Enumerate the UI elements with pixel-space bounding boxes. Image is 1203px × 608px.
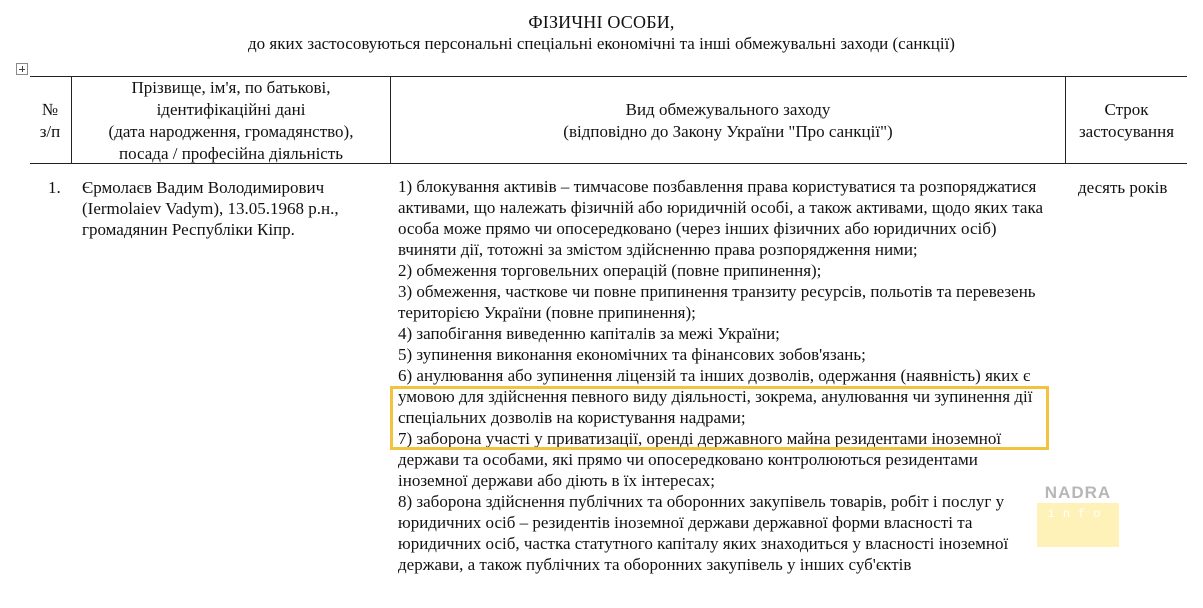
measure-item-7: 7) заборона участі у приватизації, оренді державного майна резидентами іноземної держави та особами, які прямо чи опосередковано контролюються резидентами іноземної держави або діють в їх інтересах; bbox=[398, 429, 1002, 490]
document-subtitle: до яких застосовуються персональні спеціальні економічні та інші обмежувальні заходи (санкції) bbox=[248, 34, 955, 53]
measure-item-5: 5) зупинення виконання економічних та фінансових зобов'язань; bbox=[398, 345, 866, 364]
person-details bbox=[82, 177, 382, 240]
column-header-number-line1: № bbox=[41, 100, 59, 119]
page-bottom-fade bbox=[0, 600, 1203, 608]
nadra-info-watermark bbox=[1037, 481, 1119, 547]
measure-item-8: 8) заборона здійснення публічних та оборонних закупівель товарів, робіт і послуг у юридичних осіб – резидентів іноземної держави державної форми власності та юридичних осіб, частка статутного капіталу яких знаходиться у власності іноземної держави, а також публічних та оборонних закупівель у інших суб'єктів bbox=[398, 492, 1009, 574]
person-name: Єрмолаєв Вадим Володимирович bbox=[82, 178, 325, 197]
measure-item-2: 2) обмеження торговельних операцій (повне припинення); bbox=[398, 261, 822, 280]
column-header-person-line2: ідентифікаційні дані bbox=[156, 100, 306, 119]
column-header-measure bbox=[392, 99, 1064, 143]
measure-item-4: 4) запобігання виведенню капіталів за межі України; bbox=[398, 324, 780, 343]
row-number: 1. bbox=[48, 178, 61, 197]
measure-item-1: 1) блокування активів – тимчасове позбавлення права користуватися та розпоряджатися активами, що належать фізичній або юридичній особі, а також активами, щодо яких така особа може прямо чи опосередковано (через інших фізичних або юридичних осіб) вчиняти дії, тотожні за змістом здійсненню права розпорядження ними; bbox=[398, 177, 1043, 259]
column-header-term-line2: застосування bbox=[1078, 122, 1175, 141]
column-header-term-line1: Строк bbox=[1104, 100, 1149, 119]
measure-list bbox=[398, 176, 1046, 575]
column-header-measure-line1: Вид обмежувального заходу bbox=[625, 100, 831, 119]
document-title: ФІЗИЧНІ ОСОБИ, bbox=[528, 12, 675, 32]
column-header-person-line4: посада / професійна діяльність bbox=[118, 144, 344, 163]
measure-item-3: 3) обмеження, часткове чи повне припинення транзиту ресурсів, польотів та перевезень територією України (повне припинення); bbox=[398, 282, 1036, 322]
watermark-title: NADRA bbox=[1044, 483, 1112, 502]
highlighted-measure-frame bbox=[390, 386, 1049, 450]
term-value: десять років bbox=[1078, 178, 1168, 197]
column-header-number bbox=[30, 99, 70, 143]
column-header-person bbox=[72, 77, 390, 165]
column-header-term bbox=[1066, 99, 1187, 143]
column-header-measure-line2: (відповідно до Закону України "Про санкції") bbox=[563, 122, 893, 141]
column-header-person-line3: (дата народження, громадянство), bbox=[108, 122, 354, 141]
watermark-subtitle: info bbox=[1047, 507, 1109, 521]
table-divider-2 bbox=[390, 76, 391, 164]
column-header-person-line1: Прізвище, ім'я, по батькові, bbox=[131, 78, 331, 97]
person-citizenship: громадянин Республіки Кіпр. bbox=[82, 220, 295, 239]
table-move-handle-icon[interactable] bbox=[16, 63, 28, 75]
person-identifiers: (Iermolaiev Vadym), 13.05.1968 р.н., bbox=[82, 199, 339, 218]
measure-item-6: 6) анулювання або зупинення ліцензій та інших дозволів, одержання (наявність) яких є умовою для здійснення певного виду діяльності, зокрема, анулювання чи зупинення дії спеціальних дозволів на користування надрами; bbox=[398, 366, 1033, 427]
column-header-number-line2: з/п bbox=[39, 122, 61, 141]
